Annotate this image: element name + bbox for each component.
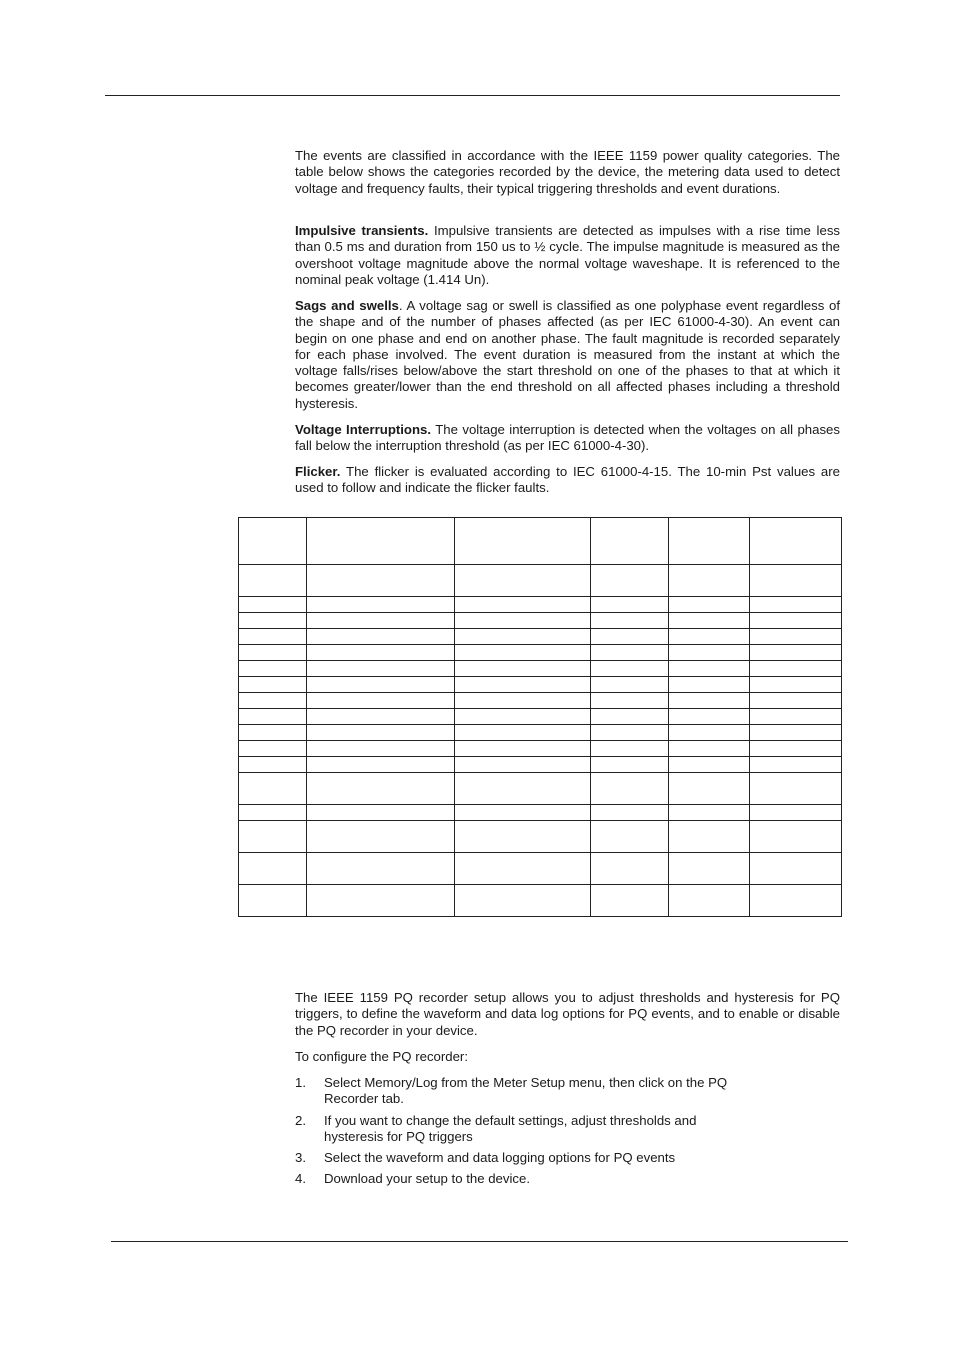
pq-categories-table	[238, 517, 842, 917]
table-cell	[750, 518, 842, 565]
impulsive-term: Impulsive transients.	[295, 223, 429, 238]
table-cell	[591, 629, 669, 645]
table-cell	[455, 709, 591, 725]
table-row	[239, 773, 842, 805]
table-cell	[455, 773, 591, 805]
table-cell	[455, 741, 591, 757]
table-row	[239, 805, 842, 821]
table-row	[239, 597, 842, 613]
table-cell	[669, 629, 750, 645]
table-cell	[455, 853, 591, 885]
table-cell	[307, 629, 455, 645]
table-cell	[239, 565, 307, 597]
table-cell	[591, 821, 669, 853]
table-cell	[750, 661, 842, 677]
table-cell	[455, 757, 591, 773]
table-cell	[307, 613, 455, 629]
table-cell	[669, 821, 750, 853]
table-cell	[750, 645, 842, 661]
table-cell	[455, 613, 591, 629]
table-row	[239, 757, 842, 773]
table-cell	[591, 518, 669, 565]
table-row	[239, 821, 842, 853]
table-cell	[669, 677, 750, 693]
table-cell	[750, 853, 842, 885]
table-cell	[591, 597, 669, 613]
flicker-paragraph	[295, 464, 840, 497]
table-row	[239, 693, 842, 709]
step-number: 3.	[295, 1150, 306, 1166]
table-row	[239, 518, 842, 565]
table-cell	[750, 629, 842, 645]
table-cell	[591, 805, 669, 821]
table-cell	[669, 757, 750, 773]
table-cell	[455, 597, 591, 613]
table-cell	[669, 645, 750, 661]
footer-rule	[111, 1241, 848, 1242]
table-cell	[307, 518, 455, 565]
table-cell	[669, 885, 750, 917]
table-cell	[307, 821, 455, 853]
table-cell	[591, 757, 669, 773]
table-cell	[591, 885, 669, 917]
table-cell	[669, 613, 750, 629]
table-cell	[669, 565, 750, 597]
step-number: 4.	[295, 1171, 306, 1187]
table-cell	[239, 518, 307, 565]
table-cell	[307, 645, 455, 661]
table-cell	[591, 709, 669, 725]
table-cell	[669, 741, 750, 757]
step-text: Download your setup to the device.	[324, 1171, 530, 1187]
step-text: If you want to change the default settings, adjust thresholds and hysteresis for PQ triggers	[324, 1112, 697, 1144]
table-cell	[669, 725, 750, 741]
table-cell	[239, 629, 307, 645]
table-cell	[239, 885, 307, 917]
table-cell	[750, 885, 842, 917]
table-cell	[307, 597, 455, 613]
table-cell	[591, 613, 669, 629]
table-cell	[239, 661, 307, 677]
table-cell	[750, 821, 842, 853]
table-cell	[455, 565, 591, 597]
table-cell	[669, 773, 750, 805]
table-row	[239, 613, 842, 629]
table-cell	[455, 645, 591, 661]
step-number: 1.	[295, 1075, 306, 1090]
table-cell	[591, 773, 669, 805]
table-cell	[239, 773, 307, 805]
table-cell	[239, 757, 307, 773]
table-cell	[307, 565, 455, 597]
steps-list	[295, 1075, 755, 1193]
table-cell	[455, 629, 591, 645]
table-cell	[455, 725, 591, 741]
table-cell	[455, 885, 591, 917]
step-item	[295, 1113, 755, 1146]
table-row	[239, 725, 842, 741]
table-cell	[591, 741, 669, 757]
intro-paragraph: The events are classified in accordance with the IEEE 1159 power quality categories. The table below shows the categories recorded by the device, the metering data used to detect voltage and frequency faults, their typical triggering thresholds and event durations.	[295, 148, 840, 196]
table-cell	[591, 565, 669, 597]
table-row	[239, 645, 842, 661]
table-cell	[591, 677, 669, 693]
impulsive-paragraph	[295, 223, 840, 288]
table-cell	[307, 725, 455, 741]
table-cell	[750, 741, 842, 757]
table-cell	[669, 693, 750, 709]
table-cell	[239, 725, 307, 741]
table-cell	[455, 518, 591, 565]
table-cell	[239, 693, 307, 709]
table-cell	[239, 709, 307, 725]
table-cell	[307, 693, 455, 709]
table-cell	[239, 853, 307, 885]
sags-paragraph	[295, 298, 840, 412]
table-cell	[750, 757, 842, 773]
impulsive-text: Impulsive transients are detected as impulses with a rise time less than 0.5 ms and duration from 150 us to ½ cycle. The impulse magnitude is measured as the overshoot voltage magnitude above the normal voltage waveshape. It is referenced to the nominal peak voltage (1.414 Un).	[295, 223, 841, 287]
table-row	[239, 629, 842, 645]
table-cell	[455, 677, 591, 693]
table-cell	[307, 757, 455, 773]
sags-term: Sags and swells	[295, 298, 399, 313]
table-cell	[750, 805, 842, 821]
table-cell	[307, 773, 455, 805]
table-cell	[750, 709, 842, 725]
table-cell	[591, 645, 669, 661]
table-cell	[591, 661, 669, 677]
table-cell	[239, 821, 307, 853]
flicker-term: Flicker.	[295, 464, 341, 479]
table-row	[239, 709, 842, 725]
table-row	[239, 661, 842, 677]
table-cell	[750, 773, 842, 805]
table-cell	[669, 518, 750, 565]
table-cell	[750, 677, 842, 693]
table-cell	[750, 597, 842, 613]
table-cell	[239, 597, 307, 613]
table-cell	[239, 645, 307, 661]
table-cell	[307, 741, 455, 757]
table-cell	[669, 805, 750, 821]
table-cell	[669, 597, 750, 613]
table-cell	[455, 805, 591, 821]
table-cell	[455, 821, 591, 853]
table-cell	[307, 805, 455, 821]
table-body	[239, 518, 842, 917]
step-text: Select Memory/Log from the Meter Setup menu, then click on the PQ Recorder tab.	[324, 1075, 728, 1107]
table-cell	[307, 661, 455, 677]
table-cell	[669, 709, 750, 725]
table-cell	[591, 725, 669, 741]
table-cell	[239, 613, 307, 629]
table-cell	[307, 885, 455, 917]
interruptions-term: Voltage Interruptions.	[295, 422, 432, 437]
table-cell	[750, 565, 842, 597]
step-item	[295, 1075, 755, 1108]
table-cell	[239, 677, 307, 693]
table-cell	[750, 613, 842, 629]
table-row	[239, 741, 842, 757]
table-cell	[455, 661, 591, 677]
table-cell	[750, 725, 842, 741]
table-cell	[750, 693, 842, 709]
table-row	[239, 853, 842, 885]
table-cell	[669, 661, 750, 677]
table-cell	[669, 853, 750, 885]
table-cell	[591, 693, 669, 709]
step-item	[295, 1171, 755, 1187]
header-rule	[105, 95, 840, 96]
table-cell	[455, 693, 591, 709]
table-row	[239, 565, 842, 597]
table-cell	[591, 853, 669, 885]
interruptions-text: The voltage interruption is detected when the voltages on all phases fall below the interruption threshold (as per IEC 61000-4-30).	[295, 422, 840, 454]
table-row	[239, 885, 842, 917]
configure-label: To configure the PQ recorder:	[295, 1049, 468, 1064]
table-row	[239, 677, 842, 693]
step-number: 2.	[295, 1112, 306, 1128]
setup-intro-paragraph: The IEEE 1159 PQ recorder setup allows you to adjust thresholds and hysteresis for PQ triggers, to define the waveform and data log options for PQ events, and to enable or disable the PQ recorder in your device.	[295, 990, 840, 1038]
interruptions-paragraph	[295, 422, 840, 455]
table-cell	[307, 677, 455, 693]
table-cell	[239, 805, 307, 821]
step-item	[295, 1150, 755, 1166]
flicker-text: The flicker is evaluated according to IEC 61000-4-15. The 10-min Pst values are used to follow and indicate the flicker faults.	[295, 464, 840, 496]
sags-text: . A voltage sag or swell is classified as one polyphase event regardless of the shape and of the number of phases affected (as per IEC 61000-4-30). An event can begin on one phase and end on another phase. The fault magnitude is recorded separately for each phase involved. The event duration is measured from the instant at which the voltage falls/rises below/above the start threshold on one of the phases to that at which it becomes greater/lower than the end threshold on all affected phases including a threshold hysteresis.	[295, 298, 840, 411]
table-cell	[307, 853, 455, 885]
table-cell	[239, 741, 307, 757]
table-cell	[307, 709, 455, 725]
step-text: Select the waveform and data logging options for PQ events	[324, 1150, 676, 1166]
